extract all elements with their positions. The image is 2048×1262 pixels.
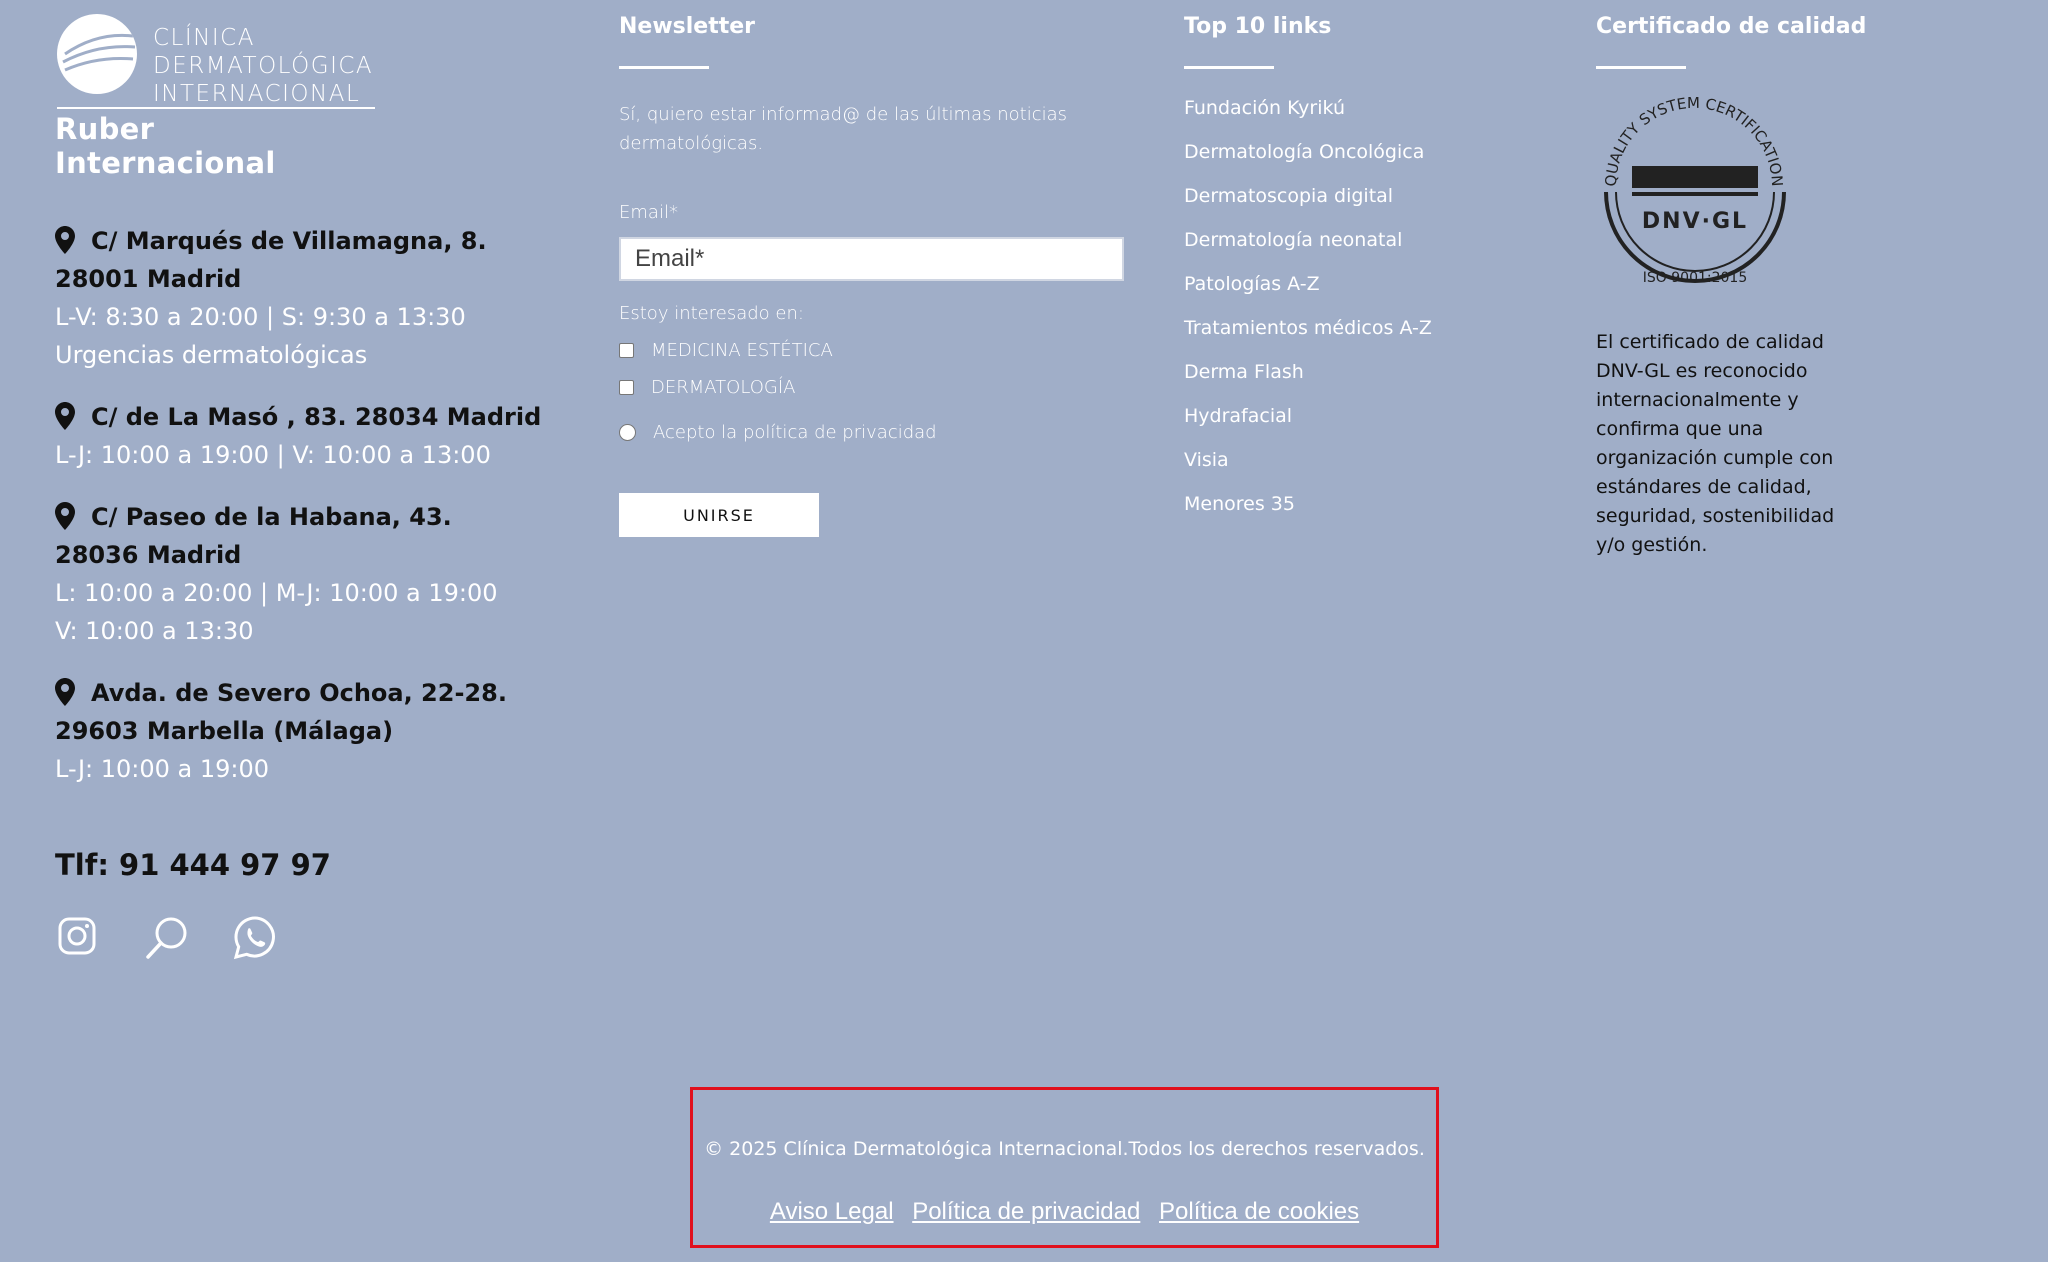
link-derma-flash[interactable]: Derma Flash <box>1184 361 1304 383</box>
location-3 <box>55 498 525 650</box>
location-hours: L-J: 10:00 a 19:00 | V: 10:00 a 13:00 <box>55 441 491 469</box>
logo-wordmark: CLÍNICA DERMATOLÓGICA INTERNACIONAL <box>153 25 374 107</box>
phone-number[interactable]: Tlf: 91 444 97 97 <box>55 848 331 882</box>
location-hours: V: 10:00 a 13:30 <box>55 617 254 645</box>
location-1 <box>55 222 565 374</box>
location-hours: L-V: 8:30 a 20:00 | S: 9:30 a 13:30 <box>55 303 466 331</box>
cookie-policy-link[interactable]: Política de cookies <box>1159 1198 1360 1225</box>
logo-divider <box>57 107 375 109</box>
list-item <box>1184 184 1432 228</box>
link-patologias[interactable]: Patologías A-Z <box>1184 273 1320 295</box>
location-address: Avda. de Severo Ochoa, 22-28. 29603 Marbella (Málaga) <box>55 679 507 745</box>
list-item <box>1184 448 1432 492</box>
location-2 <box>55 398 565 474</box>
location-hours: L-J: 10:00 a 19:00 <box>55 755 270 783</box>
seal-top-text: QUALITY SYSTEM CERTIFICATION <box>1601 96 1787 187</box>
map-pin-icon <box>55 678 75 706</box>
certificate-description: El certificado de calidad DNV-GL es reconocido internacionalmente y confirma que una organización cumple con estándares de calidad, seguridad, sostenibilidad y/o gestión. <box>1596 331 1835 556</box>
link-dermatologia-oncologica[interactable]: Dermatología Oncológica <box>1184 141 1425 163</box>
list-item <box>1184 404 1432 448</box>
list-item <box>1184 272 1432 316</box>
instagram-icon[interactable] <box>55 914 103 962</box>
join-button[interactable]: UNIRSE <box>619 493 819 537</box>
link-tratamientos[interactable]: Tratamientos médicos A-Z <box>1184 317 1432 339</box>
dnv-gl-seal-icon <box>1596 96 1794 288</box>
map-pin-icon <box>55 402 75 430</box>
email-label: Email* <box>619 202 678 223</box>
link-visia[interactable]: Visia <box>1184 449 1229 471</box>
seal-iso: ISO 9001:2015 <box>1642 270 1748 286</box>
footer-bar <box>690 1087 1439 1248</box>
location-address: C/ Paseo de la Habana, 43. 28036 Madrid <box>55 503 452 569</box>
interest-dermatology[interactable]: DERMATOLOGÍA <box>619 377 795 398</box>
email-field[interactable] <box>619 237 1124 281</box>
location-hours: Urgencias dermatológicas <box>55 341 368 369</box>
checkbox[interactable] <box>619 343 634 358</box>
list-item <box>1184 360 1432 404</box>
certificate-title: Certificado de calidad <box>1596 14 1867 39</box>
seal-name: DNV·GL <box>1641 209 1749 234</box>
legal-links <box>693 1198 1436 1226</box>
newsletter-title: Newsletter <box>619 14 756 39</box>
clinic-logo[interactable] <box>55 12 385 180</box>
checkbox[interactable] <box>619 380 634 395</box>
interest-label: Estoy interesado en: <box>619 303 804 324</box>
link-menores-35[interactable]: Menores 35 <box>1184 493 1295 515</box>
title-underline <box>1184 66 1274 69</box>
radio-button[interactable] <box>619 424 636 441</box>
location-hours: L: 10:00 a 20:00 | M-J: 10:00 a 19:00 <box>55 579 498 607</box>
link-hydrafacial[interactable]: Hydrafacial <box>1184 405 1293 427</box>
title-underline <box>619 66 709 69</box>
list-item <box>1184 96 1432 140</box>
top-links-list <box>1184 96 1432 536</box>
list-item <box>1184 140 1432 184</box>
search-icon[interactable] <box>143 914 191 962</box>
list-item <box>1184 316 1432 360</box>
map-pin-icon <box>55 226 75 254</box>
location-4 <box>55 674 565 788</box>
whatsapp-icon[interactable] <box>231 914 279 962</box>
copyright-text: © 2025 Clínica Dermatológica Internacional.Todos los derechos reservados. <box>704 1138 1425 1160</box>
link-fundacion-kyriku[interactable]: Fundación Kyrikú <box>1184 97 1345 119</box>
location-address: C/ Marqués de Villamagna, 8. 28001 Madrid <box>55 227 487 293</box>
interest-aesthetic-medicine[interactable]: MEDICINA ESTÉTICA <box>619 340 833 361</box>
top-links-title: Top 10 links <box>1184 14 1332 39</box>
logo-brand: Ruber Internacional <box>55 112 276 180</box>
title-underline <box>1596 66 1686 69</box>
list-item <box>1184 492 1432 536</box>
map-pin-icon <box>55 502 75 530</box>
link-dermatoscopia-digital[interactable]: Dermatoscopia digital <box>1184 185 1394 207</box>
logo-emblem-icon <box>57 14 137 94</box>
link-dermatologia-neonatal[interactable]: Dermatología neonatal <box>1184 229 1403 251</box>
list-item <box>1184 228 1432 272</box>
privacy-policy-link[interactable]: Política de privacidad <box>912 1198 1141 1225</box>
newsletter-description: Sí, quiero estar informad@ de las últimas noticias dermatológicas. <box>619 104 1068 154</box>
privacy-consent[interactable]: Acepto la política de privacidad <box>619 422 937 443</box>
location-address: C/ de La Masó , 83. 28034 Madrid <box>55 398 565 436</box>
legal-notice-link[interactable]: Aviso Legal <box>769 1198 894 1225</box>
